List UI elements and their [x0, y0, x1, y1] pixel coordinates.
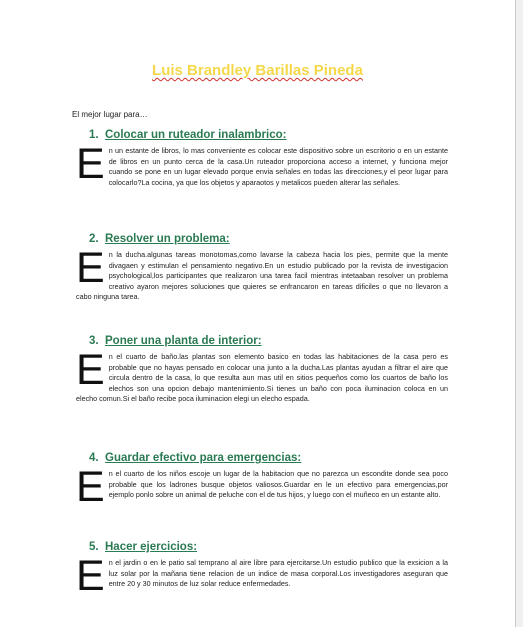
section-2 [76, 232, 448, 303]
paragraph-text: n la ducha.algunas tareas monotomas,como lavarse la cabeza hacia los pies, permite que la mente divagaen y estimulan el pensamiento negativo.En un estudio publicado por la revista de investigacion psychological,los participantes que realizaron una tarea facil mientras intetaaban resolver un problema creativo ayaron mejores soluciones que quieres se enfrancaron en tareas dificiles o que no llevaron a cabo ninguna tarea. [76, 250, 448, 302]
section-number: 4. [89, 452, 99, 464]
section-heading [89, 540, 448, 554]
section-heading [89, 128, 448, 142]
section-title: Colocar un ruteador inalambrico: [105, 129, 287, 141]
drop-cap: E [76, 140, 105, 188]
section-number: 5. [89, 541, 99, 553]
document-title: Luis Brandley Barillas Pineda [152, 62, 363, 79]
intro-text: El mejor lugar para… [72, 110, 148, 119]
section-paragraph [76, 244, 448, 303]
drop-cap: E [76, 552, 105, 600]
section-number: 2. [89, 233, 99, 245]
section-title: Guardar efectivo para emergencias: [105, 452, 302, 464]
section-heading [89, 232, 448, 246]
section-4 [76, 451, 448, 511]
section-title: Poner una planta de interior: [105, 335, 262, 347]
section-number: 1. [89, 129, 99, 141]
section-3 [76, 334, 448, 405]
section-number: 3. [89, 335, 99, 347]
paragraph-text: n el cuarto de los niños escoje un lugar de la habitacion que no parezca un escondite donde sea poco probable que los ladrones busque objetos valiosos.Guardar en le un efectivo para emergencias,por ejemplo ponlo sobre un animal de peluche con el de tus hijos, y luego con el muñeco en un estante alto. [108, 469, 448, 500]
section-paragraph [76, 346, 448, 405]
drop-cap: E [76, 244, 105, 292]
drop-cap: E [76, 463, 105, 511]
window-edge [516, 0, 523, 627]
section-heading [89, 334, 448, 348]
section-1 [76, 128, 448, 188]
drop-cap: E [76, 346, 105, 394]
section-5 [76, 540, 448, 600]
paragraph-text: n un estante de libros, lo mas conveniente es colocar este dispositivo sobre un escritorio o en un estante de libros en un punto cerca de la casa.Un ruteador proporciona acceso a internet, y funciona mejor cuando se pone en un lugar elevado porque envia señales en todas las direcciones,y el peor lugar para colocarlo?La cocina, ya que los objetos y aparaotos y metalicos pueden alterar las señales. [108, 146, 448, 187]
section-title: Hacer ejercicios: [105, 541, 198, 553]
paragraph-text: n el jardin o en le patio sal temprano al aire libre para ejercitarse.Un estudio publico que la exsicion a la luz solar por la mañana tiene relacion de un indice de masa corporal.Los investigadores aseguran que entre 20 y 30 minutos de luz solar reduce enfermedades. [108, 558, 448, 589]
section-paragraph [76, 140, 448, 188]
section-paragraph [76, 463, 448, 511]
section-title: Resolver un problema: [105, 233, 230, 245]
section-paragraph [76, 552, 448, 600]
paragraph-text: n el cuarto de baño.las plantas son elemento basico en todas las habitaciones de la casa pero es probable que no hayas pensado en colocar una junto a la ducha.Las plantas ayudan a filtrar el aire que circula dentro de la casa, lo que resulta aun mas util en sitios pequeños como los cuartos de baño los elechos son una opcion debajo mantenimiento.Si tienes un baño con poca iluminacion coloca en un elecho comun.Si el baño recibe poca iluminacion elegi un elecho espada. [76, 352, 448, 404]
section-heading [89, 451, 448, 465]
